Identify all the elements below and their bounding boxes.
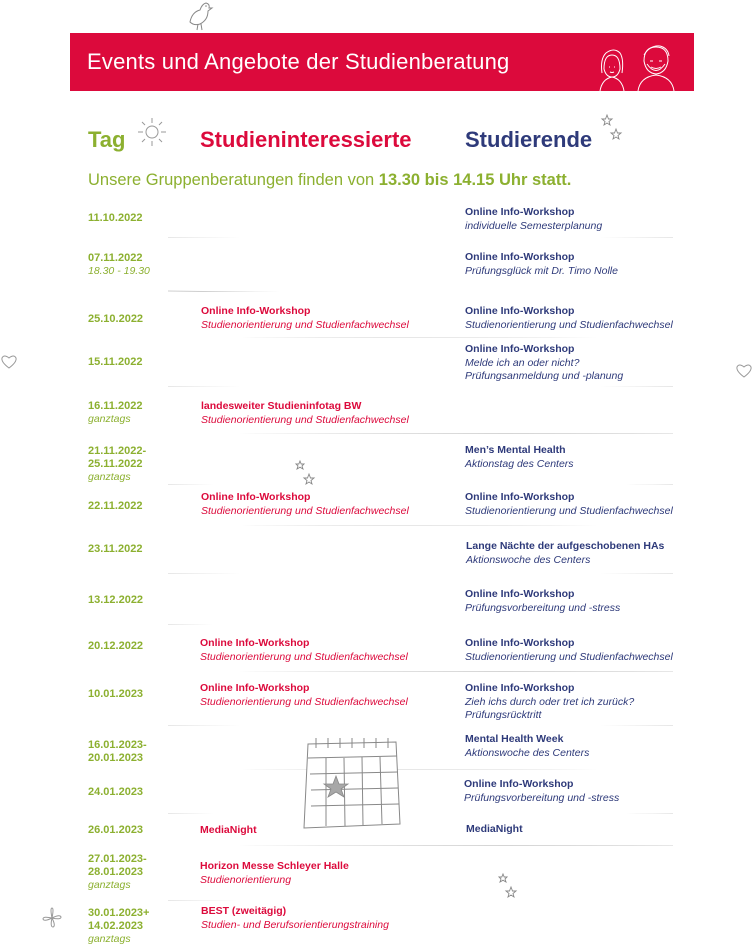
event-title: Online Info-Workshop xyxy=(201,305,311,317)
event-title: MediaNight xyxy=(466,823,523,835)
event-subtitle: Prüfungsglück mit Dr. Timo Nolle xyxy=(465,264,618,277)
students-cell xyxy=(465,682,634,723)
row-separator xyxy=(168,812,674,814)
event-subtitle: individuelle Semesterplanung xyxy=(465,219,603,232)
date-text: 15.11.2022 xyxy=(88,356,143,368)
event-title: Online Info-Workshop xyxy=(465,637,575,649)
event-subtitle: Studienorientierung und Studienfachwechsel xyxy=(201,413,409,426)
stars-doodle-icon xyxy=(600,113,626,145)
date-text: 22.11.2022 xyxy=(88,500,143,512)
date-text: 07.11.2022 xyxy=(88,252,143,264)
row-separator xyxy=(168,572,674,574)
flower-doodle-icon xyxy=(40,906,64,930)
date-text: 10.01.2023 xyxy=(88,688,144,700)
heart-doodle-icon xyxy=(735,362,753,380)
row-date xyxy=(88,688,143,701)
bird-doodle-icon xyxy=(186,0,214,32)
row-separator xyxy=(168,524,674,526)
event-title: Men’s Mental Health xyxy=(465,444,566,456)
date-note: ganztags xyxy=(88,879,131,891)
row-date xyxy=(88,356,142,369)
row-date xyxy=(88,252,150,278)
calendar-doodle-icon xyxy=(296,736,406,832)
row-separator xyxy=(168,670,674,672)
row-date xyxy=(88,313,143,326)
prospective-cell xyxy=(201,400,409,427)
event-title: Mental Health Week xyxy=(465,733,564,745)
row-date xyxy=(88,212,142,225)
event-title: Online Info-Workshop xyxy=(200,682,310,694)
date-text-2: 20.01.2023 xyxy=(88,752,144,764)
date-text-2: 25.11.2022 xyxy=(88,458,143,470)
event-subtitle: Studien- und Berufsorientierungstraining xyxy=(201,918,389,931)
event-subtitle: Studienorientierung und Studienfachwechsel xyxy=(200,650,408,663)
event-title: MediaNight xyxy=(200,824,257,836)
title-banner xyxy=(70,33,694,91)
students-cell xyxy=(465,733,589,760)
row-separator xyxy=(168,623,674,625)
date-text-2: 28.01.2023 xyxy=(88,866,144,878)
event-title: Online Info-Workshop xyxy=(465,305,575,317)
row-separator xyxy=(168,899,674,901)
students-cell xyxy=(465,343,623,384)
date-text: 23.11.2022 xyxy=(88,543,143,555)
date-text: 25.10.2022 xyxy=(88,313,144,325)
group-session-note xyxy=(88,171,571,190)
students-cell xyxy=(465,305,673,332)
row-date xyxy=(88,445,146,484)
date-text: 21.11.2022- xyxy=(88,445,147,457)
event-title: BEST (zweitägig) xyxy=(201,905,287,917)
event-title: Online Info-Workshop xyxy=(465,588,575,600)
date-text: 24.01.2023 xyxy=(88,786,144,798)
date-text: 16.01.2023- xyxy=(88,739,147,751)
event-subtitle: Studienorientierung und Studienfachwechsel xyxy=(465,504,673,517)
date-note: ganztags xyxy=(88,933,131,945)
students-cell xyxy=(465,206,602,233)
event-subtitle-2: Prüfungsanmeldung und -planung xyxy=(465,370,624,382)
date-text: 13.12.2022 xyxy=(88,594,144,606)
row-separator xyxy=(168,336,674,338)
date-text-2: 14.02.2023 xyxy=(88,920,144,932)
students-cell xyxy=(465,491,673,518)
event-title: Online Info-Workshop xyxy=(464,778,574,790)
row-date xyxy=(88,543,142,556)
row-separator xyxy=(168,768,674,770)
event-title: Online Info-Workshop xyxy=(465,343,575,355)
page-title: Events und Angebote der Studienberatung xyxy=(87,49,510,74)
people-doodle-icon xyxy=(594,43,686,91)
event-title: Online Info-Workshop xyxy=(465,251,575,263)
heart-doodle-icon xyxy=(0,353,18,371)
date-text: 26.01.2023 xyxy=(88,824,144,836)
prospective-cell xyxy=(200,637,408,664)
event-subtitle: Studienorientierung und Studienfachwechsel xyxy=(200,695,408,708)
subline-time: 13.30 bis 14.15 Uhr statt. xyxy=(378,171,572,189)
row-separator xyxy=(168,236,674,238)
event-title: landesweiter Studieninfotag BW xyxy=(201,400,362,412)
header-day: Tag xyxy=(88,127,126,152)
students-cell xyxy=(465,637,673,664)
prospective-cell xyxy=(201,305,409,332)
event-subtitle: Studienorientierung und Studienfachwechsel xyxy=(465,650,673,663)
row-date xyxy=(88,824,143,837)
row-date xyxy=(88,640,143,653)
row-date xyxy=(88,739,147,765)
event-subtitle: Prüfungsvorbereitung und -stress xyxy=(465,601,621,614)
students-cell xyxy=(465,251,618,278)
students-cell xyxy=(464,778,619,805)
row-date xyxy=(88,400,142,426)
event-subtitle: Zieh ichs durch oder tret ich zurück? xyxy=(465,695,635,708)
prospective-cell xyxy=(200,824,257,838)
row-separator xyxy=(168,724,674,726)
date-text: 16.11.2022 xyxy=(88,400,143,412)
event-subtitle: Studienorientierung xyxy=(200,873,292,886)
event-subtitle-2: Prüfungsrücktritt xyxy=(465,709,542,721)
date-note: 18.30 - 19.30 xyxy=(88,265,150,277)
date-text: 30.01.2023+ xyxy=(88,907,150,919)
row-separator xyxy=(168,432,674,434)
event-subtitle: Aktionswoche des Centers xyxy=(465,746,590,759)
prospective-cell xyxy=(201,491,409,518)
date-text: 27.01.2023- xyxy=(88,853,147,865)
event-title: Online Info-Workshop xyxy=(465,206,575,218)
students-cell xyxy=(465,588,620,615)
event-subtitle: Melde ich an oder nicht? xyxy=(465,356,580,369)
students-cell xyxy=(466,540,664,567)
row-date xyxy=(88,594,143,607)
row-separator xyxy=(168,385,674,387)
event-title: Lange Nächte der aufgeschobenen HAs xyxy=(466,540,665,552)
date-text: 11.10.2022 xyxy=(88,212,143,224)
sun-doodle-icon xyxy=(133,113,171,151)
event-subtitle: Studienorientierung und Studienfachwechsel xyxy=(201,318,409,331)
students-cell xyxy=(465,444,574,471)
event-subtitle: Studienorientierung und Studienfachwechsel xyxy=(201,504,409,517)
event-subtitle: Aktionswoche des Centers xyxy=(466,553,591,566)
row-separator xyxy=(168,290,674,292)
event-subtitle: Studienorientierung und Studienfachwechsel xyxy=(465,318,673,331)
subline-prefix: Unsere Gruppenberatungen finden von xyxy=(88,171,379,189)
date-note: ganztags xyxy=(88,413,131,425)
stars-doodle-icon xyxy=(495,872,519,902)
prospective-cell xyxy=(200,682,408,709)
event-title: Online Info-Workshop xyxy=(465,491,575,503)
row-separator xyxy=(168,483,674,485)
event-subtitle: Prüfungsvorbereitung und -stress xyxy=(464,791,620,804)
event-title: Online Info-Workshop xyxy=(200,637,310,649)
prospective-cell xyxy=(200,860,349,887)
date-text: 20.12.2022 xyxy=(88,640,144,652)
students-cell xyxy=(466,823,523,837)
event-title: Online Info-Workshop xyxy=(201,491,311,503)
row-date xyxy=(88,786,143,799)
row-date xyxy=(88,853,147,892)
row-separator xyxy=(168,844,674,846)
prospective-cell xyxy=(201,905,389,932)
date-note: ganztags xyxy=(88,471,131,483)
row-date xyxy=(88,500,142,513)
header-prospective: Studieninteressierte xyxy=(200,127,412,152)
event-title: Online Info-Workshop xyxy=(465,682,575,694)
header-students: Studierende xyxy=(465,127,593,152)
event-title: Horizon Messe Schleyer Halle xyxy=(200,860,349,872)
event-subtitle: Aktionstag des Centers xyxy=(465,457,574,470)
row-date xyxy=(88,907,149,946)
